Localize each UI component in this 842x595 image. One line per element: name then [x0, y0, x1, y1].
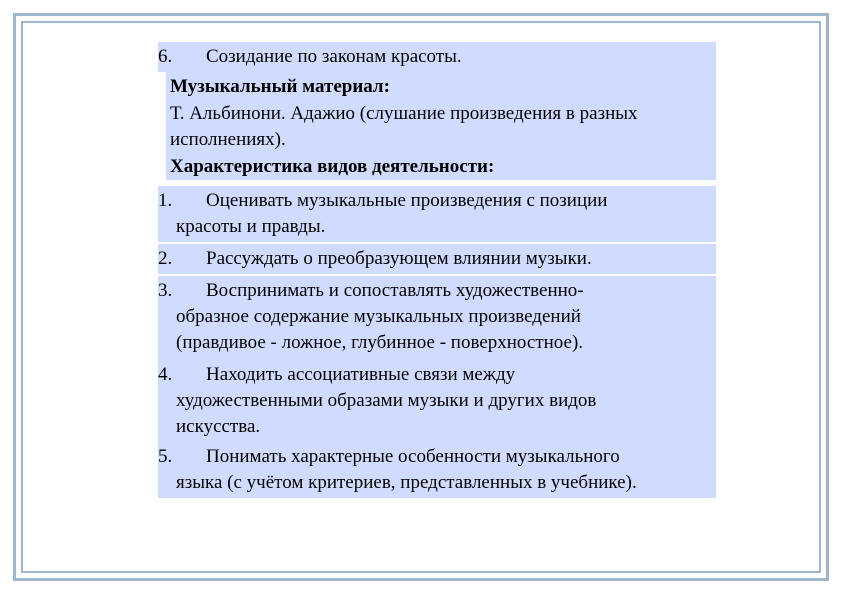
item-number: 5.	[158, 446, 173, 467]
list-item	[158, 360, 716, 444]
list-item	[158, 42, 716, 72]
item-text-line: образное содержание музыкальных произведений	[176, 306, 581, 327]
item-number: 4.	[158, 364, 173, 385]
list-item	[158, 444, 716, 498]
item-number: 6.	[158, 46, 173, 67]
item-number: 3.	[158, 280, 173, 301]
item-text-line: художественными образами музыки и других видов	[176, 390, 597, 411]
list-item	[158, 276, 716, 360]
item-text-line: Находить ассоциативные связи между	[206, 364, 516, 385]
material-line-1: Т. Альбинони. Адажио (слушание произведения в разных	[170, 103, 638, 124]
item-number: 1.	[158, 190, 173, 211]
item-text-line: красоты и правды.	[176, 216, 326, 237]
item-number: 2.	[158, 248, 173, 269]
item-text-line: (правдивое - ложное, глубинное - поверхностное).	[176, 332, 584, 353]
item-text-line: Понимать характерные особенности музыкального	[206, 446, 620, 467]
item-text-line: Воспринимать и сопоставлять художественно-	[206, 280, 584, 301]
material-section	[166, 72, 716, 180]
list-item	[158, 244, 716, 274]
material-heading: Музыкальный материал:	[170, 76, 390, 97]
item-text-line: языка (с учётом критериев, представленных в учебнике).	[176, 472, 637, 493]
item-text-line: Рассуждать о преобразующем влиянии музыки.	[206, 248, 592, 269]
list-item	[158, 186, 716, 242]
item-text-line: Оценивать музыкальные произведения с позиции	[206, 190, 608, 211]
item-text: Созидание по законам красоты.	[206, 46, 462, 67]
activities-heading: Характеристика видов деятельности:	[170, 156, 495, 177]
item-text-line: искусства.	[176, 416, 261, 437]
material-line-2: исполнениях).	[170, 129, 286, 150]
